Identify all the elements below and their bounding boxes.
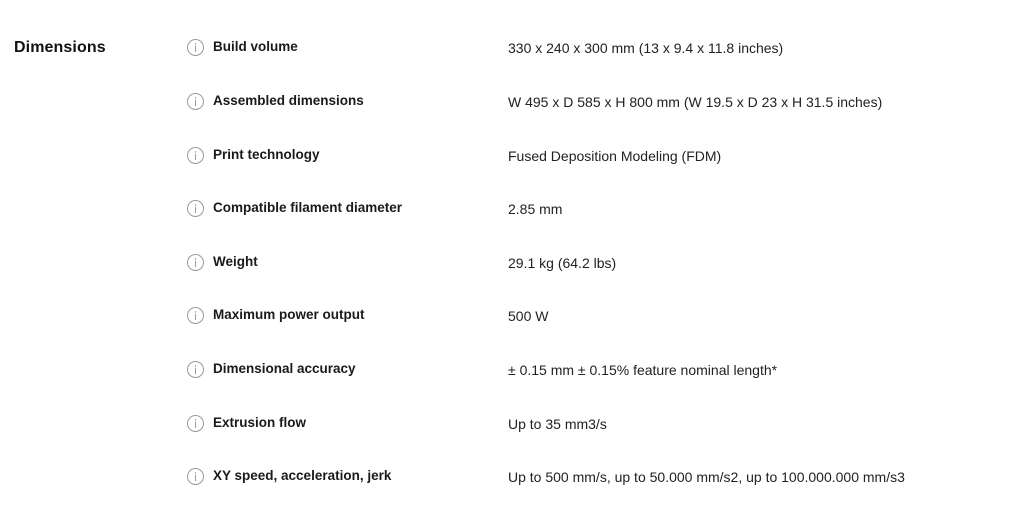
spec-label: Weight: [213, 254, 258, 269]
info-icon[interactable]: [187, 361, 204, 378]
spec-value: 500 W: [508, 308, 549, 324]
spec-value: 330 x 240 x 300 mm (13 x 9.4 x 11.8 inches): [508, 40, 784, 56]
spec-row-max-power: [0, 306, 1024, 336]
spec-label: Compatible filament diameter: [213, 200, 403, 215]
spec-label: XY speed, acceleration, jerk: [213, 468, 392, 483]
info-icon[interactable]: [187, 415, 204, 432]
section-title: Dimensions: [14, 39, 106, 56]
spec-row-dimensional-accuracy: [0, 360, 1024, 390]
spec-label: Build volume: [213, 39, 298, 54]
spec-label: Assembled dimensions: [213, 93, 364, 108]
spec-value: Fused Deposition Modeling (FDM): [508, 148, 722, 164]
spec-value: ± 0.15 mm ± 0.15% feature nominal length*: [508, 362, 778, 378]
spec-row-xy-speed: [0, 467, 1024, 497]
info-icon[interactable]: [187, 39, 204, 56]
info-icon[interactable]: [187, 93, 204, 110]
spec-label: Maximum power output: [213, 307, 365, 322]
info-icon[interactable]: [187, 200, 204, 217]
spec-row-filament-diameter: [0, 199, 1024, 229]
info-icon[interactable]: [187, 254, 204, 271]
spec-row-print-technology: [0, 146, 1024, 176]
spec-label: Extrusion flow: [213, 415, 307, 430]
spec-value: Up to 35 mm3/s: [508, 416, 607, 432]
spec-row-weight: [0, 253, 1024, 283]
info-icon[interactable]: [187, 468, 204, 485]
spec-value: W 495 x D 585 x H 800 mm (W 19.5 x D 23 x H 31.5 inches): [508, 94, 883, 110]
spec-value: 2.85 mm: [508, 201, 563, 217]
spec-label: Dimensional accuracy: [213, 361, 356, 376]
spec-label: Print technology: [213, 147, 320, 162]
spec-row-assembled-dimensions: [0, 92, 1024, 122]
spec-row-build-volume: [0, 38, 1024, 68]
spec-value: Up to 500 mm/s, up to 50.000 mm/s2, up to 100.000.000 mm/s3: [508, 469, 905, 485]
spec-row-extrusion-flow: [0, 414, 1024, 444]
info-icon[interactable]: [187, 307, 204, 324]
info-icon[interactable]: [187, 147, 204, 164]
spec-value: 29.1 kg (64.2 lbs): [508, 255, 617, 271]
